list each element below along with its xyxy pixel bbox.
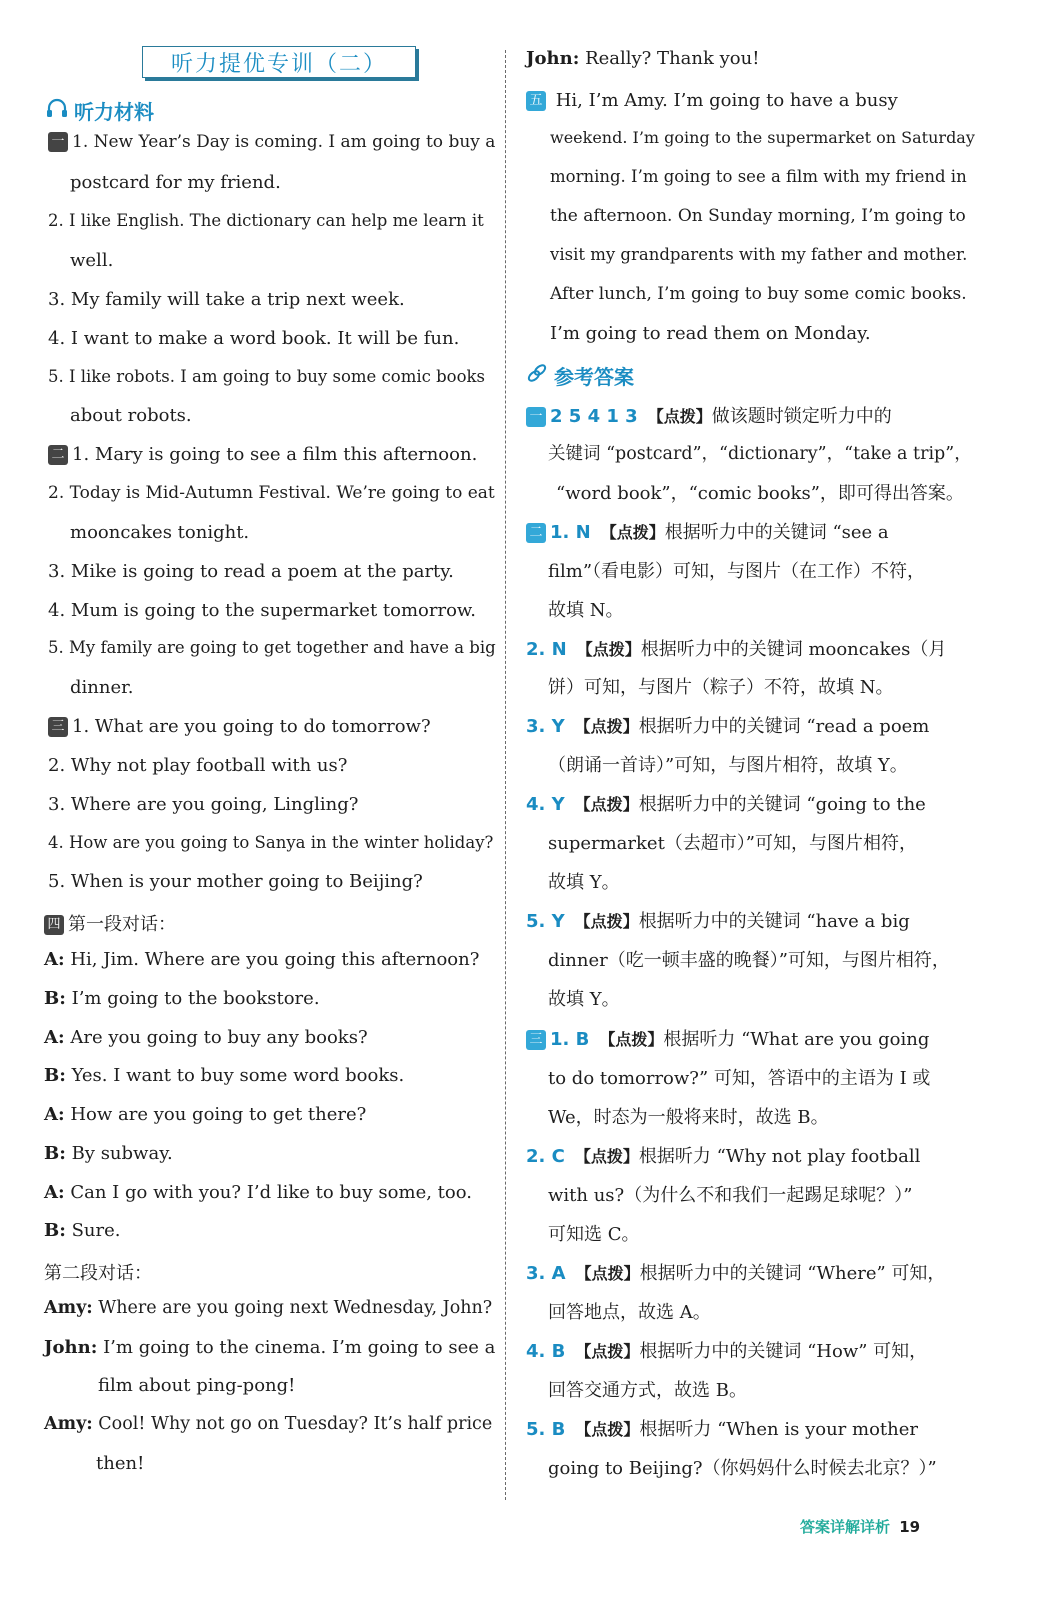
line-text: 3. Mike is going to read a poem at the party. <box>48 561 454 582</box>
answer-key: 2 5 4 1 3 <box>550 406 638 427</box>
line-text: dinner. <box>70 677 134 698</box>
right-line <box>550 206 966 226</box>
line-text: By subway. <box>65 1143 173 1164</box>
speaker-label: B: <box>44 1220 66 1241</box>
right-line <box>548 751 908 777</box>
line-text: visit my grandparents with my father and mother. <box>550 245 968 264</box>
line-text: film about ping-pong! <box>98 1375 296 1396</box>
line-text: 根据听力 “What are you going <box>663 1029 930 1050</box>
right-line <box>548 946 950 972</box>
answer-key: 3. Y <box>526 716 565 737</box>
line-text: 故填 N。 <box>548 600 624 621</box>
right-line <box>526 402 892 428</box>
right-line <box>548 1103 829 1129</box>
hint-label: 【点拨】 <box>600 523 665 542</box>
line-text: film”（看电影）可知，与图片（在工作）不符， <box>548 561 926 582</box>
speaker-label: John: <box>526 48 580 69</box>
answer-key: 4. B <box>526 1341 566 1362</box>
left-line <box>70 522 249 543</box>
line-text: I’m going to the cinema. I’m going to see a <box>97 1337 496 1358</box>
left-line <box>48 444 477 465</box>
line-text: Yes. I want to buy some word books. <box>65 1065 405 1086</box>
left-line <box>48 794 358 815</box>
left-line <box>48 561 454 582</box>
left-line <box>48 638 496 657</box>
right-line <box>548 1220 640 1246</box>
hint-label: 【点拨】 <box>574 1147 639 1166</box>
line-text: How are you going to get there? <box>64 1104 367 1125</box>
answer-key: 3. A <box>526 1263 566 1284</box>
left-line <box>70 172 281 193</box>
hint-label: 【点拨】 <box>574 717 639 736</box>
column-divider <box>505 50 506 1500</box>
line-text: 回答交通方式，故选 B。 <box>548 1380 747 1401</box>
line-text: 4. I want to make a word book. It will be fun. <box>48 328 460 349</box>
speaker-label: A: <box>44 1104 65 1125</box>
line-text: 关键词 “postcard”，“dictionary”，“take a trip”， <box>548 444 972 464</box>
right-line <box>526 1025 929 1051</box>
left-line <box>48 833 493 852</box>
line-text: then! <box>96 1453 145 1474</box>
right-line <box>526 790 926 816</box>
right-line <box>548 1298 711 1324</box>
line-text: 根据听力 “Why not play football <box>638 1146 921 1167</box>
right-line <box>548 1376 747 1402</box>
page-title: 听力提优专训（二） <box>142 46 416 78</box>
left-line <box>44 1065 404 1086</box>
section-number-badge: 四 <box>44 915 64 935</box>
line-text: Cool! Why not go on Tuesday? It’s half price <box>92 1414 493 1434</box>
line-text: 故填 Y。 <box>548 989 620 1010</box>
left-line <box>44 1182 472 1203</box>
line-text: 回答地点，故选 A。 <box>548 1302 711 1323</box>
line-text: with us?（为什么不和我们一起踢足球呢？）” <box>548 1185 913 1206</box>
footer-label: 答案详解详析 <box>800 1518 891 1536</box>
speaker-label: A: <box>44 1027 65 1048</box>
line-text: I’m going to the bookstore. <box>65 988 320 1009</box>
line-text: the afternoon. On Sunday morning, I’m going to <box>550 206 966 226</box>
right-line <box>548 985 620 1011</box>
left-line <box>48 367 485 386</box>
right-line <box>550 245 967 264</box>
headphones-icon <box>46 98 68 123</box>
hint-label: 【点拨】 <box>575 1342 640 1361</box>
left-line <box>44 1104 366 1125</box>
right-line <box>526 90 898 111</box>
line-text: Where are you going next Wednesday, John? <box>92 1298 493 1318</box>
line-text: weekend. I’m going to the supermarket on Saturday <box>550 128 975 147</box>
line-text: Hi, I’m Amy. I’m going to have a busy <box>550 90 898 111</box>
line-text: We，时态为一般将来时，故选 B。 <box>548 1107 829 1128</box>
line-text: 2. Today is Mid-Autumn Festival. We’re going to eat <box>48 483 495 503</box>
line-text: 根据听力中的关键词 “going to the <box>638 794 926 815</box>
answer-key: 2. C <box>526 1146 565 1167</box>
section-number-badge: 三 <box>48 717 68 737</box>
right-line <box>556 479 964 505</box>
line-text: 根据听力中的关键词 mooncakes（月 <box>640 639 947 660</box>
line-text: “word book”，“comic books”，即可得出答案。 <box>556 483 964 504</box>
line-text: 故填 Y。 <box>548 872 620 893</box>
page-footer <box>800 1516 920 1537</box>
left-line <box>44 1027 368 1048</box>
left-line <box>48 871 423 892</box>
line-text: 3. My family will take a trip next week. <box>48 289 405 310</box>
line-text: supermarket（去超市）”可知，与图片相符， <box>548 833 918 854</box>
line-text: 第一段对话： <box>68 914 176 935</box>
right-line <box>548 868 620 894</box>
right-line <box>548 1064 930 1090</box>
left-line <box>44 1414 492 1434</box>
answer-key: 2. N <box>526 639 567 660</box>
line-text: 1. Mary is going to see a film this afternoon. <box>72 444 478 465</box>
left-line <box>98 1375 295 1396</box>
left-line <box>44 1298 492 1318</box>
link-icon <box>526 363 548 388</box>
hint-label: 【点拨】 <box>574 912 639 931</box>
line-text: Can I go with you? I’d like to buy some, too. <box>64 1182 472 1203</box>
left-line <box>48 716 431 737</box>
answer-key: 1. B <box>550 1029 590 1050</box>
answer-key: 5. Y <box>526 911 565 932</box>
line-text: 5. My family are going to get together and have a big <box>48 638 496 657</box>
left-line <box>70 250 113 271</box>
line-text: 5. When is your mother going to Beijing? <box>48 871 423 892</box>
section-number-badge: 三 <box>526 1030 546 1050</box>
right-line <box>548 1181 912 1207</box>
speaker-label: B: <box>44 1143 66 1164</box>
right-line <box>548 1454 937 1480</box>
left-line <box>70 677 133 698</box>
right-line <box>526 48 759 69</box>
line-text: 根据听力中的关键词 “read a poem <box>638 716 930 737</box>
right-line <box>548 829 917 855</box>
section-number-badge: 二 <box>48 445 68 465</box>
line-text: 5. I like robots. I am going to buy some comic books <box>48 367 486 386</box>
right-line <box>526 635 946 661</box>
line-text: postcard for my friend. <box>70 172 281 193</box>
speaker-label: B: <box>44 1065 66 1086</box>
line-text: Hi, Jim. Where are you going this afternoon? <box>64 949 480 970</box>
line-text: 2. Why not play football with us? <box>48 755 348 776</box>
right-line <box>526 1142 920 1168</box>
hint-label: 【点拨】 <box>599 1030 664 1049</box>
line-text: mooncakes tonight. <box>70 522 250 543</box>
left-line <box>44 988 320 1009</box>
right-line <box>526 712 929 738</box>
section-number-badge: 五 <box>526 91 546 111</box>
left-line <box>48 211 484 230</box>
right-line <box>526 1337 927 1363</box>
line-text: 4. How are you going to Sanya in the winter holiday? <box>48 833 494 852</box>
line-text: 1. What are you going to do tomorrow? <box>72 716 431 737</box>
left-line <box>96 1453 144 1474</box>
line-text: 根据听力中的关键词 “How” 可知， <box>639 1341 928 1362</box>
section-number-badge: 二 <box>526 523 546 543</box>
line-text: well. <box>70 250 114 271</box>
line-text: 2. I like English. The dictionary can help me learn it <box>48 211 484 230</box>
right-line <box>526 1415 918 1441</box>
right-line <box>548 596 623 622</box>
section-number-badge: 一 <box>48 132 68 152</box>
answer-key: 1. N <box>550 522 591 543</box>
answers-section-title: 参考答案 <box>554 365 634 389</box>
left-line <box>44 949 479 970</box>
line-text: going to Beijing?（你妈妈什么时候去北京？）” <box>548 1458 937 1479</box>
listening-section-title: 听力材料 <box>74 100 154 124</box>
left-line <box>44 1220 120 1241</box>
line-text: 根据听力中的关键词 “see a <box>664 522 889 543</box>
hint-label: 【点拨】 <box>574 795 639 814</box>
page-number: 19 <box>899 1518 921 1536</box>
speaker-label: B: <box>44 988 66 1009</box>
right-line <box>526 907 910 933</box>
line-text: 根据听力中的关键词 “Where” 可知， <box>639 1263 946 1284</box>
right-line <box>548 557 925 583</box>
line-text: morning. I’m going to see a film with my friend in <box>550 167 967 186</box>
right-line <box>550 167 967 186</box>
left-line <box>44 1337 495 1358</box>
left-line <box>48 132 495 152</box>
section-number-badge: 一 <box>526 407 546 427</box>
line-text: Are you going to buy any books? <box>64 1027 368 1048</box>
left-line <box>48 328 459 349</box>
right-line <box>526 518 889 544</box>
answer-key: 5. B <box>526 1419 566 1440</box>
left-line <box>44 1259 152 1285</box>
hint-label: 【点拨】 <box>575 1420 640 1439</box>
left-line <box>48 600 476 621</box>
line-text: 根据听力 “When is your mother <box>639 1419 918 1440</box>
speaker-label: Amy: <box>44 1298 93 1318</box>
line-text: 根据听力中的关键词 “have a big <box>638 911 910 932</box>
line-text: 做该题时锁定听力中的 <box>711 406 892 427</box>
line-text: （朗诵一首诗）”可知，与图片相符，故填 Y。 <box>548 755 908 776</box>
left-line <box>44 910 176 936</box>
left-line <box>70 405 192 426</box>
line-text: 1. New Year’s Day is coming. I am going to buy a <box>72 132 496 152</box>
right-line <box>548 673 893 699</box>
answer-key: 4. Y <box>526 794 565 815</box>
left-line <box>48 289 405 310</box>
right-line <box>550 323 871 344</box>
line-text: dinner（吃一顿丰盛的晚餐）”可知，与图片相符， <box>548 950 950 971</box>
hint-label: 【点拨】 <box>647 407 712 426</box>
speaker-label: A: <box>44 949 65 970</box>
hint-label: 【点拨】 <box>575 1264 640 1283</box>
right-line <box>550 284 967 304</box>
line-text: After lunch, I’m going to buy some comic books. <box>550 284 967 304</box>
line-text: I’m going to read them on Monday. <box>550 323 871 344</box>
line-text: 第二段对话： <box>44 1263 152 1284</box>
line-text: 3. Where are you going, Lingling? <box>48 794 359 815</box>
speaker-label: Amy: <box>44 1414 93 1434</box>
line-text: Really? Thank you! <box>579 48 760 69</box>
hint-label: 【点拨】 <box>576 640 641 659</box>
listening-section-header <box>46 96 154 125</box>
right-line <box>550 128 975 147</box>
answers-section-header <box>526 361 634 390</box>
line-text: 可知选 C。 <box>548 1224 640 1245</box>
speaker-label: John: <box>44 1337 98 1358</box>
right-line <box>548 440 972 465</box>
line-text: 4. Mum is going to the supermarket tomorrow. <box>48 600 476 621</box>
line-text: Sure. <box>65 1220 121 1241</box>
speaker-label: A: <box>44 1182 65 1203</box>
left-line <box>48 755 347 776</box>
line-text: to do tomorrow?” 可知，答语中的主语为 I 或 <box>548 1068 931 1089</box>
left-line <box>44 1143 173 1164</box>
left-line <box>48 483 495 503</box>
line-text: about robots. <box>70 405 192 426</box>
line-text: 饼）可知，与图片（粽子）不符，故填 N。 <box>548 677 894 698</box>
right-line <box>526 1259 945 1285</box>
